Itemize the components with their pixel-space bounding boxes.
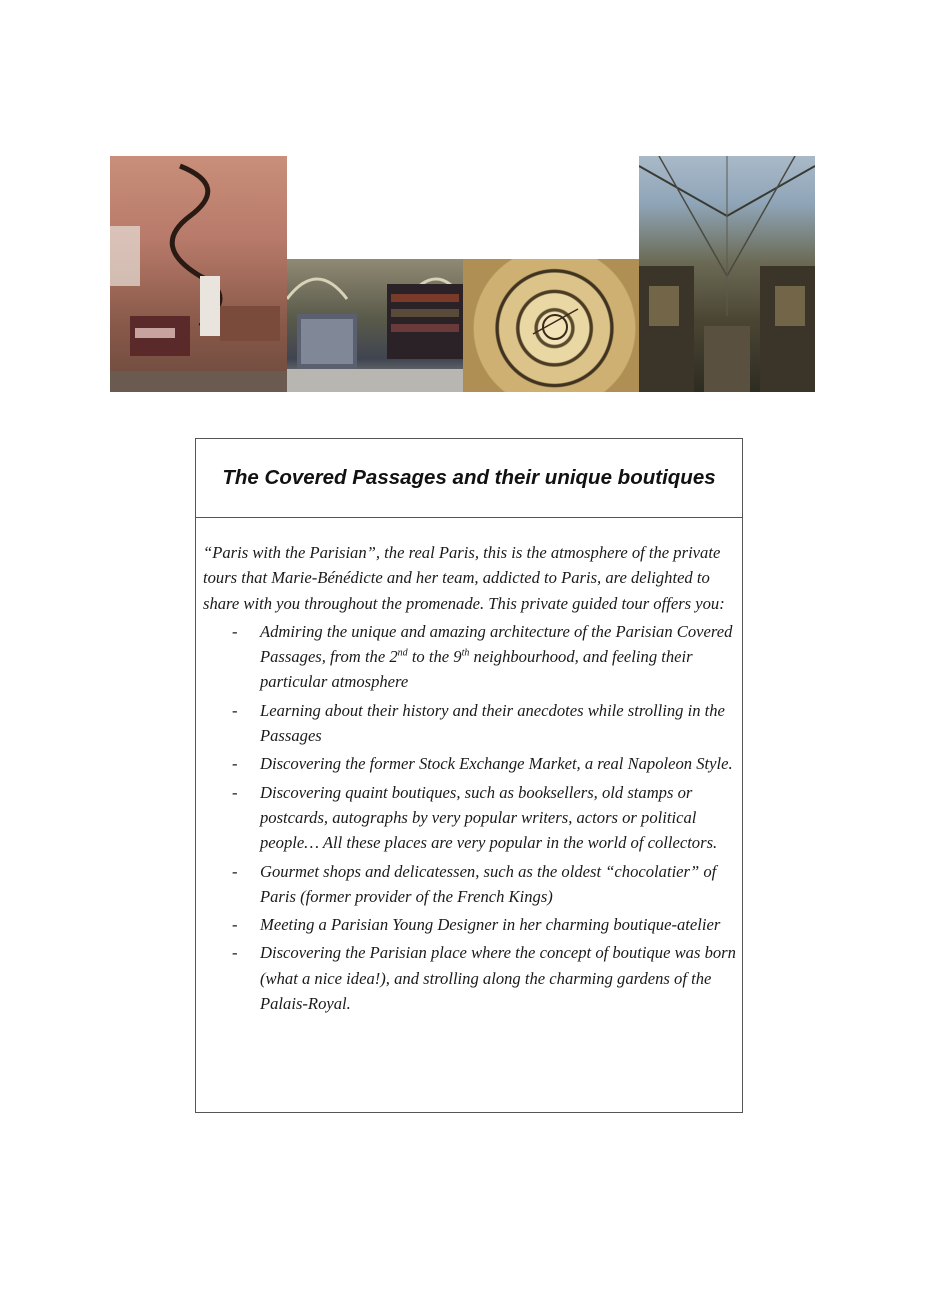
list-dash: - [232,943,238,963]
glass-roof-passage-photo [639,156,815,392]
list-item [203,619,736,695]
list-item [203,780,736,856]
list-dash: - [232,782,238,802]
list-item [203,912,736,937]
feature-text: Gourmet shops and delicatessen, such as the oldest “chocolatier” of Paris (former provider of the French Kings) [260,861,717,906]
list-item [203,751,736,776]
feature-list [203,619,736,1016]
feature-text: Learning about their history and their anecdotes while strolling in the Passages [260,700,725,746]
intro-paragraph: “Paris with the Parisian”, the real Paris, this is the atmosphere of the private tours that Marie-Bénédicte and her team, addicted to Paris, are delighted to share with you throughout the promenade. This private guided tour offers you: [203,543,725,613]
spiral-stairwell-photo [463,259,639,392]
feature-text: Admiring the unique and amazing architecture of the Parisian Covered Passages, from the 2nd to the 9th neighbourhood, and feeling their particular atmosphere [260,621,733,692]
feature-text: Discovering quaint boutiques, such as booksellers, old stamps or postcards, autographs by very popular writers, actors or political people… All these places are very popular in the world of collectors. [260,782,718,853]
list-dash: - [232,915,238,935]
title-row [196,439,742,518]
list-dash: - [232,861,238,881]
list-item [203,698,736,749]
boutique-spiral-staircase-photo [110,156,287,392]
feature-text: Discovering the Parisian place where the concept of boutique was born (what a nice idea!), and strolling along the charming gardens of the Palais-Royal. [260,943,736,1014]
feature-text: Discovering the former Stock Exchange Market, a real Napoleon Style. [260,754,733,774]
tour-description [196,518,742,1016]
list-dash: - [232,754,238,774]
list-item [203,940,736,1016]
tour-description-box [195,438,743,1113]
list-item [203,859,736,910]
list-dash: - [232,621,238,641]
page-title: The Covered Passages and their unique boutiques [222,466,716,489]
feature-text: Meeting a Parisian Young Designer in her charming boutique-atelier [260,915,721,935]
list-dash: - [232,700,238,720]
bookshop-passage-photo [287,259,463,392]
